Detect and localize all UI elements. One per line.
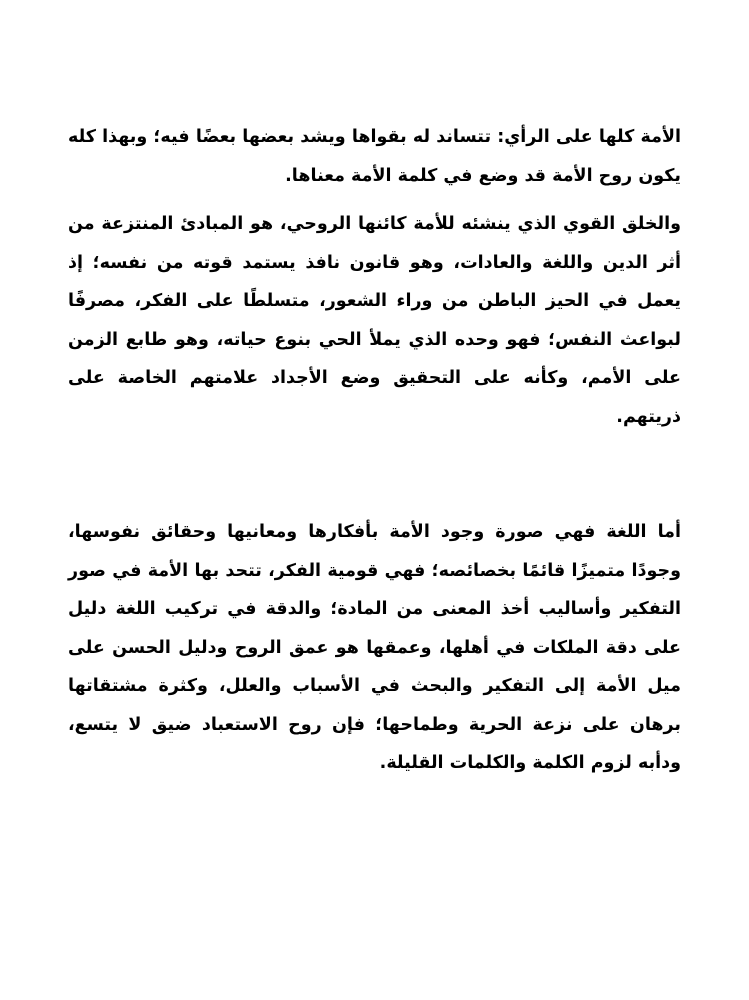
paragraph-strong-character: والخلق القوي الذي ينشئه للأمة كائنها الروحي، هو المبادئ المنتزعة من أثر الدين واللغة والعادات، وهو قانون نافذ يستمد قوته من نفسه؛ إذ يعمل في الحيز الباطن من وراء الشعور، متسلطًا على الفكر، مصرفًا لبواعث النفس؛ فهو وحده الذي يملأ الحي بنوع حياته، وهو طابع الزمن على الأمم، وكأنه على التحقيق وضع الأجداد علامتهم الخاصة على ذريتهم. <box>68 214 681 427</box>
paragraph-nation-opinion: الأمة كلها على الرأي: تتساند له بقواها ويشد بعضها بعضًا فيه؛ وبهذا كله يكون روح الأمة قد وضع في كلمة الأمة معناها. <box>68 127 681 186</box>
paragraph-language: أما اللغة فهي صورة وجود الأمة بأفكارها ومعانيها وحقائق نفوسها، وجودًا متميزًا قائمًا بخصائصه؛ فهي قومية الفكر، تتحد بها الأمة في صور التفكير وأساليب أخذ المعنى من المادة؛ والدقة في تركيب اللغة دليل على دقة الملكات في أهلها، وعمقها هو عمق الروح ودليل الحسن على ميل الأمة إلى التفكير والبحث في الأسباب والعلل، وكثرة مشتقاتها برهان على نزعة الحرية وطماحها؛ فإن روح الاستعباد ضيق لا يتسع، ودأبه لزوم الكلمة والكلمات القليلة. <box>68 522 681 773</box>
document-page <box>68 118 681 783</box>
